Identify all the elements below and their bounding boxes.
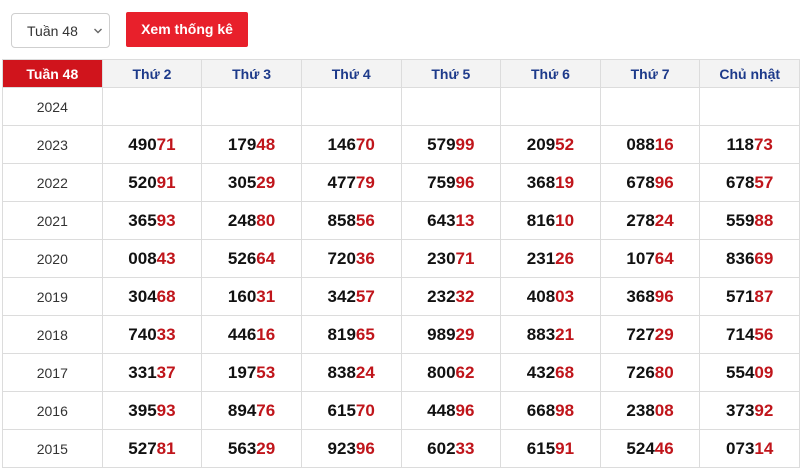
statistics-table <box>2 59 800 468</box>
table-row <box>3 88 800 126</box>
result-cell: 71456 <box>700 316 800 354</box>
header-tuesday: Thứ 3 <box>202 60 302 88</box>
result-cell: 72680 <box>600 354 700 392</box>
header-saturday: Thứ 7 <box>600 60 700 88</box>
result-cell: 00843 <box>102 240 202 278</box>
table-row <box>3 202 800 240</box>
result-cell: 74033 <box>102 316 202 354</box>
result-cell: 27824 <box>600 202 700 240</box>
table-body <box>3 88 800 468</box>
result-cell: 66898 <box>501 392 601 430</box>
result-cell: 64313 <box>401 202 501 240</box>
year-cell: 2017 <box>3 354 103 392</box>
result-cell: 16031 <box>202 278 302 316</box>
header-week: Tuần 48 <box>3 60 103 88</box>
result-cell: 36819 <box>501 164 601 202</box>
result-cell: 23232 <box>401 278 501 316</box>
result-cell: 30468 <box>102 278 202 316</box>
header-monday: Thứ 2 <box>102 60 202 88</box>
table-row <box>3 240 800 278</box>
header-thursday: Thứ 5 <box>401 60 501 88</box>
chevron-down-icon <box>93 26 103 36</box>
result-cell: 81965 <box>301 316 401 354</box>
year-cell: 2015 <box>3 430 103 468</box>
result-cell: 47779 <box>301 164 401 202</box>
week-select[interactable] <box>11 13 110 48</box>
result-cell: 67857 <box>700 164 800 202</box>
table-row <box>3 164 800 202</box>
result-cell: 75996 <box>401 164 501 202</box>
result-cell: 39593 <box>102 392 202 430</box>
result-cell: 23808 <box>600 392 700 430</box>
result-cell: 43268 <box>501 354 601 392</box>
result-cell: 52664 <box>202 240 302 278</box>
result-cell <box>401 88 501 126</box>
result-cell: 88321 <box>501 316 601 354</box>
result-cell: 61570 <box>301 392 401 430</box>
result-cell <box>501 88 601 126</box>
year-cell: 2020 <box>3 240 103 278</box>
result-cell: 23071 <box>401 240 501 278</box>
result-cell: 37392 <box>700 392 800 430</box>
result-cell <box>700 88 800 126</box>
result-cell: 24880 <box>202 202 302 240</box>
result-cell: 23126 <box>501 240 601 278</box>
result-cell: 98929 <box>401 316 501 354</box>
year-cell: 2018 <box>3 316 103 354</box>
year-cell: 2021 <box>3 202 103 240</box>
view-statistics-button[interactable]: Xem thống kê <box>126 12 248 47</box>
header-sunday: Chủ nhật <box>700 60 800 88</box>
year-cell: 2019 <box>3 278 103 316</box>
result-cell: 36593 <box>102 202 202 240</box>
result-cell: 57999 <box>401 126 501 164</box>
result-cell: 83824 <box>301 354 401 392</box>
result-cell: 10764 <box>600 240 700 278</box>
result-cell: 44896 <box>401 392 501 430</box>
result-cell: 55409 <box>700 354 800 392</box>
result-cell: 19753 <box>202 354 302 392</box>
result-cell: 52446 <box>600 430 700 468</box>
result-cell: 07314 <box>700 430 800 468</box>
result-cell: 57187 <box>700 278 800 316</box>
result-cell: 60233 <box>401 430 501 468</box>
year-cell: 2016 <box>3 392 103 430</box>
table-row <box>3 126 800 164</box>
table-header-row <box>3 60 800 88</box>
result-cell: 56329 <box>202 430 302 468</box>
table-row <box>3 430 800 468</box>
result-cell <box>202 88 302 126</box>
result-cell: 67896 <box>600 164 700 202</box>
result-cell: 83669 <box>700 240 800 278</box>
result-cell: 08816 <box>600 126 700 164</box>
result-cell: 17948 <box>202 126 302 164</box>
week-select-value: Tuần 48 <box>27 23 78 39</box>
result-cell: 36896 <box>600 278 700 316</box>
toolbar <box>0 0 800 58</box>
result-cell: 52781 <box>102 430 202 468</box>
result-cell: 33137 <box>102 354 202 392</box>
table-row <box>3 278 800 316</box>
result-cell: 49071 <box>102 126 202 164</box>
result-cell: 81610 <box>501 202 601 240</box>
result-cell: 11873 <box>700 126 800 164</box>
year-cell: 2024 <box>3 88 103 126</box>
result-cell: 85856 <box>301 202 401 240</box>
result-cell: 30529 <box>202 164 302 202</box>
result-cell: 14670 <box>301 126 401 164</box>
result-cell: 80062 <box>401 354 501 392</box>
header-friday: Thứ 6 <box>501 60 601 88</box>
year-cell: 2022 <box>3 164 103 202</box>
result-cell <box>301 88 401 126</box>
result-cell: 44616 <box>202 316 302 354</box>
result-cell: 72729 <box>600 316 700 354</box>
year-cell: 2023 <box>3 126 103 164</box>
header-wednesday: Thứ 4 <box>301 60 401 88</box>
result-cell: 89476 <box>202 392 302 430</box>
result-cell: 52091 <box>102 164 202 202</box>
result-cell: 34257 <box>301 278 401 316</box>
table-row <box>3 316 800 354</box>
result-cell: 20952 <box>501 126 601 164</box>
table-row <box>3 392 800 430</box>
result-cell: 72036 <box>301 240 401 278</box>
result-cell <box>600 88 700 126</box>
result-cell: 61591 <box>501 430 601 468</box>
result-cell: 40803 <box>501 278 601 316</box>
table-row <box>3 354 800 392</box>
result-cell: 92396 <box>301 430 401 468</box>
result-cell: 55988 <box>700 202 800 240</box>
result-cell <box>102 88 202 126</box>
